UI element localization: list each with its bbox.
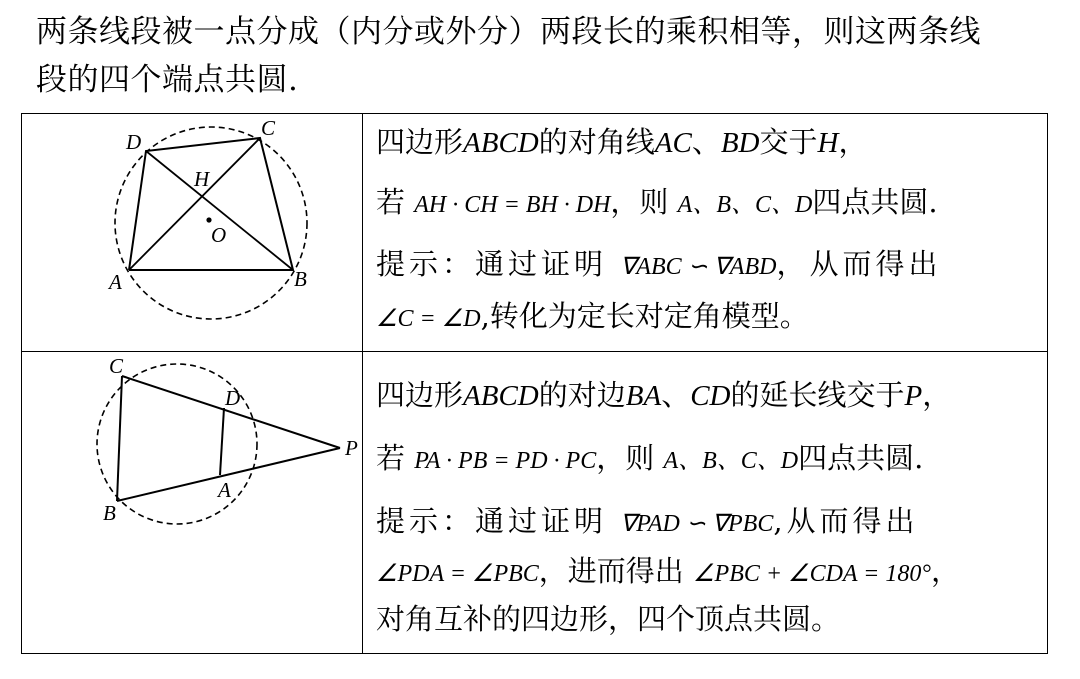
figure-intersecting-chords: [22, 114, 362, 350]
row1-line-4: ∠C = ∠D,转化为定长对定角模型。: [376, 299, 809, 333]
side-BC: [117, 376, 122, 501]
label-C: C: [261, 116, 276, 140]
intro-line-1: 两条线段被一点分成（内分或外分）两段长的乘积相等，则这两条线: [36, 14, 981, 50]
label-D: D: [225, 386, 241, 410]
side-DA: [220, 408, 224, 475]
intro-paragraph: [36, 8, 1056, 104]
row1-line-3: 提示：通过证明 ∇ABC ∽ ∇ABD，从而得出: [376, 247, 942, 281]
intro-line-2: 段的四个端点共圆.: [36, 62, 299, 98]
diagonal-BD: [146, 151, 293, 270]
table-row-secants: [22, 351, 1047, 653]
row2-line-5: 对角互补的四边形，四个顶点共圆。: [376, 602, 841, 636]
label-O: O: [211, 223, 227, 247]
label-A: A: [109, 270, 122, 294]
diagonal-AC: [129, 138, 260, 270]
row2-line-4: ∠PDA = ∠PBC，进而得出 ∠PBC + ∠CDA = 180°，: [376, 554, 960, 588]
figure-cell-2: [22, 351, 363, 653]
theorem-table: [21, 113, 1048, 654]
label-H: H: [194, 167, 210, 191]
label-P: P: [345, 436, 358, 460]
row2-line-1: 四边形ABCD的对边BA、CD的延长线交于P，: [376, 378, 952, 412]
figure-cell-1: [22, 114, 363, 351]
center-point: [206, 217, 211, 222]
label-D: D: [126, 130, 142, 154]
row2-line-2: 若 PA · PB = PD · PC，则 A、B、C、D四点共圆.: [376, 441, 924, 475]
row1-line-1: 四边形ABCD的对角线AC、BD交于H，: [376, 125, 868, 159]
table-row-intersecting-chords: [22, 114, 1047, 352]
figure-secants: [22, 351, 362, 653]
label-B: B: [294, 267, 307, 291]
row2-line-3: 提示：通过证明 ∇PAD ∽ ∇PBC,从而得出: [376, 504, 919, 538]
label-B: B: [103, 501, 116, 525]
row1-line-2: 若 AH · CH = BH · DH，则 A、B、C、D四点共圆.: [376, 185, 938, 219]
label-A: A: [218, 478, 231, 502]
label-C: C: [109, 354, 124, 378]
